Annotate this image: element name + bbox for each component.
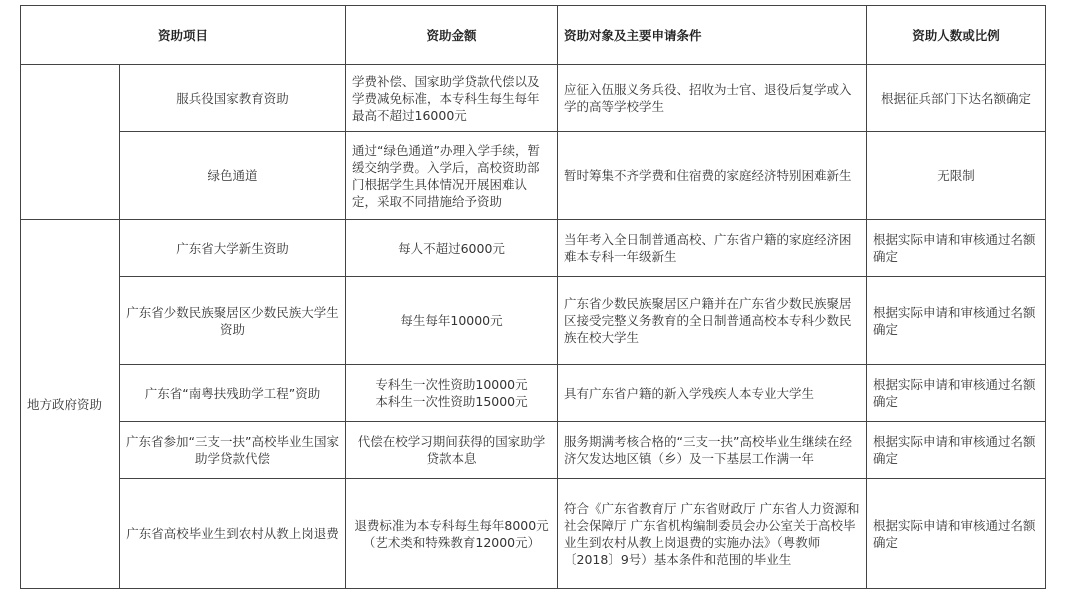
row-name: 广东省高校毕业生到农村从教上岗退费 [120, 479, 346, 589]
row-amount: 每生每年10000元 [346, 277, 558, 365]
table-row [21, 422, 1046, 479]
row-count: 根据征兵部门下达名额确定 [867, 65, 1046, 132]
table-row [21, 365, 1046, 422]
row-target: 符合《广东省教育厅 广东省财政厅 广东省人力资源和社会保障厅 广东省机构编制委员会办公室关于高校毕业生到农村从教上岗退费的实施办法》（粤教师〔2018〕9号）基本条件和范围的毕业生 [558, 479, 867, 589]
row-count: 无限制 [867, 132, 1046, 220]
row-count: 根据实际申请和审核通过名额确定 [867, 479, 1046, 589]
row-name: 广东省“南粤扶残助学工程”资助 [120, 365, 346, 422]
row-count: 根据实际申请和审核通过名额确定 [867, 365, 1046, 422]
row-amount: 专科生一次性资助10000元 本科生一次性资助15000元 [346, 365, 558, 422]
blank-category-cell [21, 65, 120, 220]
row-amount: 退费标准为本专科每生每年8000元（艺术类和特殊教育12000元） [346, 479, 558, 589]
table-row [21, 220, 1046, 277]
header-project: 资助项目 [21, 6, 346, 65]
row-name: 广东省少数民族聚居区少数民族大学生资助 [120, 277, 346, 365]
aid-table [20, 5, 1046, 589]
row-amount: 学费补偿、国家助学贷款代偿以及学费减免标准，本专科生每生每年最高不超过16000元 [346, 65, 558, 132]
header-row [21, 6, 1046, 65]
header-count: 资助人数或比例 [867, 6, 1046, 65]
table-row [21, 132, 1046, 220]
row-target: 暂时筹集不齐学费和住宿费的家庭经济特别困难新生 [558, 132, 867, 220]
row-name: 服兵役国家教育资助 [120, 65, 346, 132]
row-target: 服务期满考核合格的“三支一扶”高校毕业生继续在经济欠发达地区镇（乡）及一下基层工作满一年 [558, 422, 867, 479]
section-label: 地方政府资助 [21, 220, 120, 589]
header-target: 资助对象及主要申请条件 [558, 6, 867, 65]
row-target: 广东省少数民族聚居区户籍并在广东省少数民族聚居区接受完整义务教育的全日制普通高校本专科少数民族在校大学生 [558, 277, 867, 365]
row-amount: 代偿在校学习期间获得的国家助学贷款本息 [346, 422, 558, 479]
table-row [21, 65, 1046, 132]
row-count: 根据实际申请和审核通过名额确定 [867, 422, 1046, 479]
row-amount: 每人不超过6000元 [346, 220, 558, 277]
row-name: 广东省大学新生资助 [120, 220, 346, 277]
header-amount: 资助金额 [346, 6, 558, 65]
table-row [21, 479, 1046, 589]
row-count: 根据实际申请和审核通过名额确定 [867, 220, 1046, 277]
row-count: 根据实际申请和审核通过名额确定 [867, 277, 1046, 365]
row-target: 具有广东省户籍的新入学残疾人本专业大学生 [558, 365, 867, 422]
table-row [21, 277, 1046, 365]
row-target: 当年考入全日制普通高校、广东省户籍的家庭经济困难本专科一年级新生 [558, 220, 867, 277]
row-name: 广东省参加“三支一扶”高校毕业生国家助学贷款代偿 [120, 422, 346, 479]
row-name: 绿色通道 [120, 132, 346, 220]
row-amount: 通过“绿色通道”办理入学手续，暂缓交纳学费。入学后，高校资助部门根据学生具体情况开展困难认定，采取不同措施给予资助 [346, 132, 558, 220]
row-target: 应征入伍服义务兵役、招收为士官、退役后复学或入学的高等学校学生 [558, 65, 867, 132]
